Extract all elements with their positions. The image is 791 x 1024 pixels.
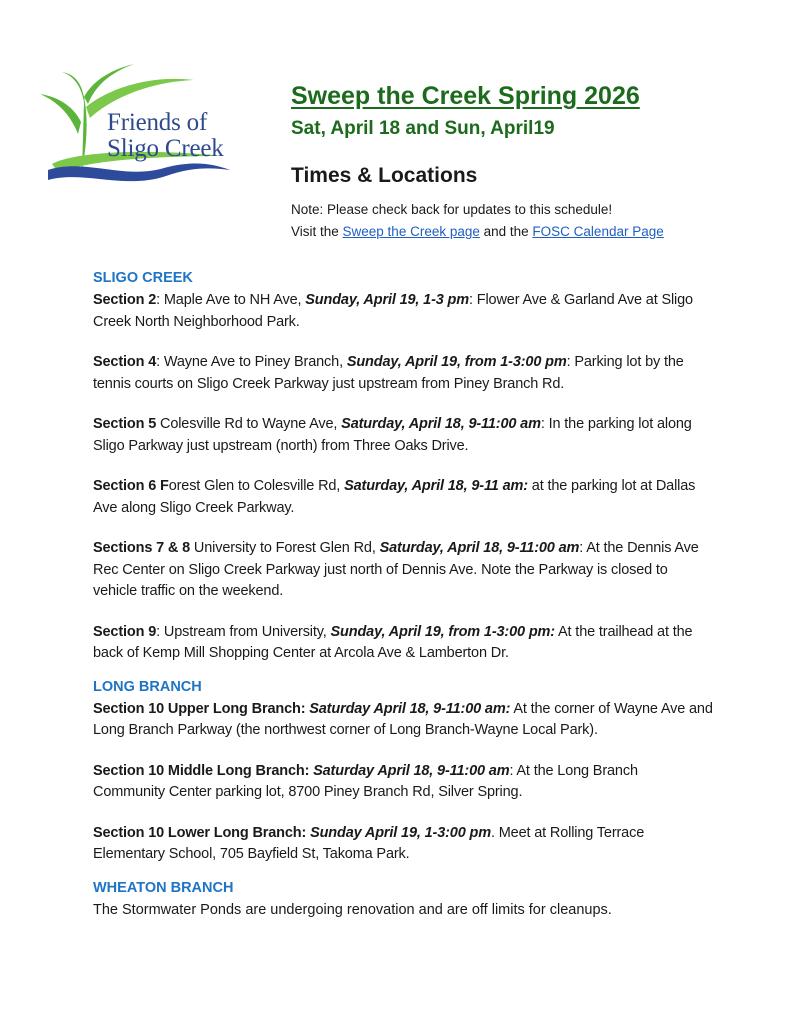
long-branch-heading: LONG BRANCH [93,678,202,695]
section-label: Section 5 [93,416,157,432]
section-location: : Flower Ave & Garland Ave at Sligo Creek North Neighborhood Park. [93,292,693,330]
section-entry [93,761,713,804]
section-entry [93,538,713,603]
section-route: University to Forest Glen Rd, [190,540,380,556]
wheaton-branch-heading: WHEATON BRANCH [93,879,234,896]
section-location: : At the Dennis Ave Rec Center on Sligo Creek Parkway just north of Dennis Ave. Note the Parkway is closed to vehicle traffic on the weekend. [93,540,699,599]
section-location: : At the Long Branch Community Center parking lot, 8700 Piney Branch Rd, Silver Spring. [93,762,638,800]
section-route: Colesville Rd to Wayne Ave, [156,416,342,432]
wheaton-branch-text: The Stormwater Ponds are undergoing renovation and are off limits for cleanups. [93,901,612,918]
note-line-1: Note: Please check back for updates to this schedule! [291,202,613,217]
logo-line-1: Friends of [107,109,208,136]
section-label: Section 2 [93,292,157,308]
section-label: Section 10 Middle Long Branch: [93,762,314,779]
note-line-2 [291,221,664,243]
section-location: : Parking lot by the tennis courts on Sligo Creek Parkway just upstream from Piney Branch Rd. [93,354,684,392]
event-dates: Sat, April 18 and Sun, April19 [291,118,555,139]
section-entry [93,290,713,333]
fosc-logo [34,52,234,182]
fosc-calendar-link[interactable]: FOSC Calendar Page [532,224,664,239]
section-label: Sections 7 & 8 [93,540,191,556]
page-title: Sweep the Creek Spring 2026 [291,82,640,110]
times-locations-heading: Times & Locations [291,164,478,187]
sweep-the-creek-link[interactable]: Sweep the Creek page [342,224,480,239]
section-label: Section 4 [93,354,157,370]
section-time: Saturday, April 18, 9-11 am: [344,478,528,494]
note-and-text: and the [479,224,533,239]
section-route: : Wayne Ave to Piney Branch, [156,354,347,370]
section-label: Section 6 F [93,478,169,494]
section-entry [93,476,713,519]
section-location: . Meet at Rolling Terrace Elementary School, 705 Bayfield St, Takoma Park. [93,824,645,862]
section-location: at the parking lot at Dallas Ave along Sligo Creek Parkway. [93,478,696,516]
section-label: Section 10 Lower Long Branch: [93,824,311,841]
section-label: Section 9 [93,623,157,640]
section-time: Saturday April 18, 9-11:00 am: [309,700,511,717]
section-time: Saturday April 18, 9-11:00 am [313,762,510,779]
section-location: : In the parking lot along Sligo Parkway just upstream (north) from Three Oaks Drive. [93,416,692,454]
section-time: Sunday, April 19, 1-3 pm [305,292,470,308]
section-entry [93,352,713,395]
section-route: : Maple Ave to NH Ave, [156,292,306,308]
section-route: : Upstream from University, [156,623,331,640]
section-entry [93,823,713,866]
logo-wordmark [107,110,224,162]
section-label: Section 10 Upper Long Branch: [93,700,310,717]
note-visit-text: Visit the [291,224,343,239]
section-time: Sunday, April 19, from 1-3:00 pm [346,354,567,370]
sligo-creek-heading: SLIGO CREEK [93,270,193,286]
section-location: At the corner of Wayne Ave and Long Branch Parkway (the northwest corner of Long Branch-Wayne Local Park). [93,700,713,738]
section-entry [93,622,713,665]
section-time: Sunday April 19, 1-3:00 pm [310,824,491,841]
section-time: Saturday, April 18, 9-11:00 am [341,416,541,432]
section-time: Sunday, April 19, from 1-3:00 pm: [330,623,555,640]
section-route: orest Glen to Colesville Rd, [168,478,345,494]
long-branch-list [93,699,713,866]
schedule-note [291,199,664,243]
section-time: Saturday, April 18, 9-11:00 am [379,540,580,556]
section-entry [93,414,713,457]
section-entry [93,699,713,742]
logo-line-2: Sligo Creek [107,135,224,162]
sligo-creek-list [93,290,713,665]
schedule-content [93,268,713,921]
section-location: At the trailhead at the back of Kemp Mill Shopping Center at Arcola Ave & Lamberton Dr. [93,623,693,661]
